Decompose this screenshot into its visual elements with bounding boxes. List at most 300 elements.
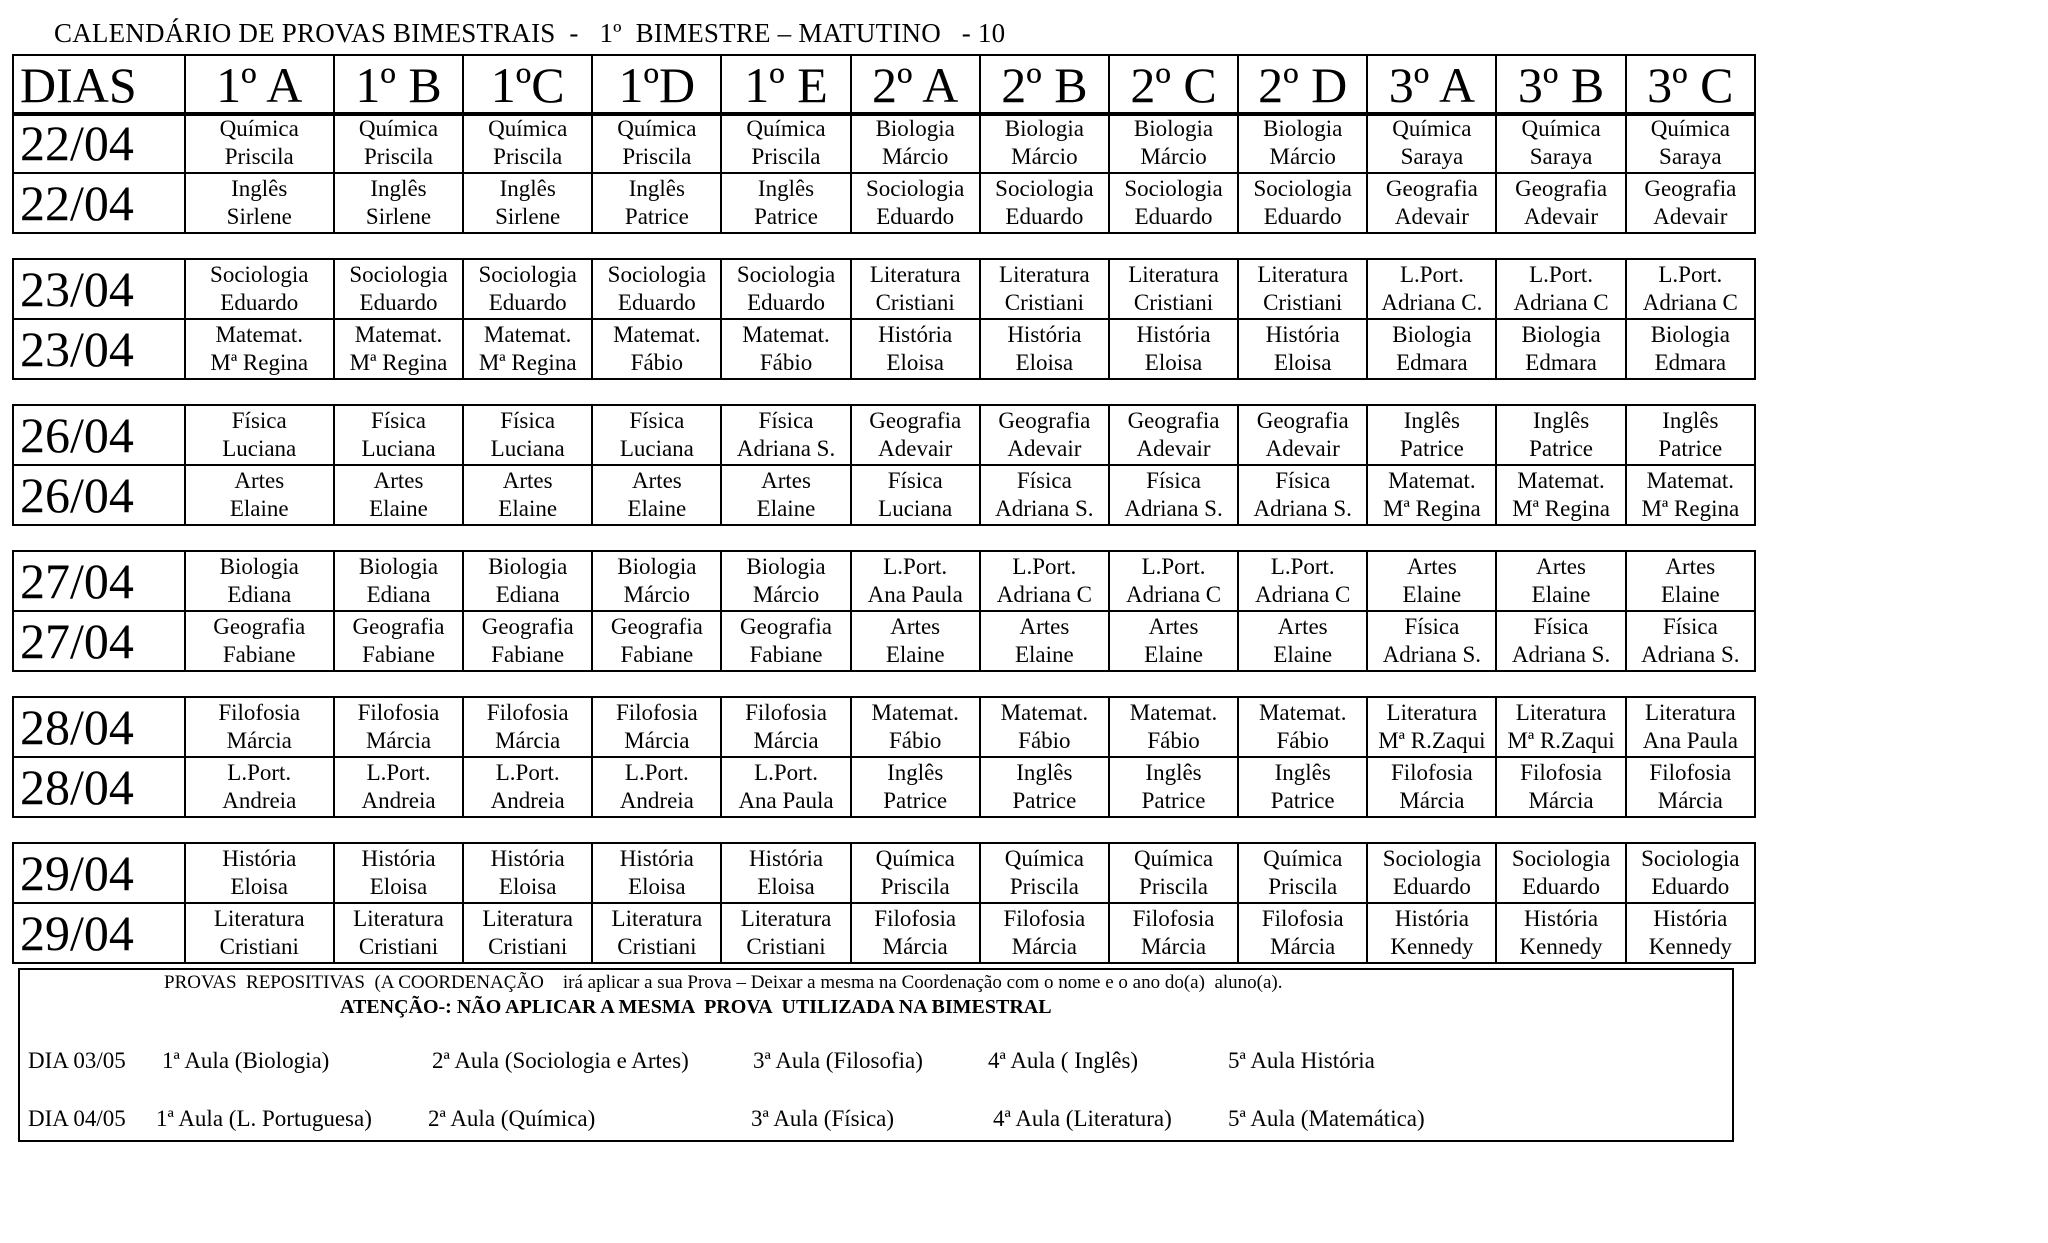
exam-cell <box>1109 319 1238 379</box>
teacher-label: Ana Paula <box>867 582 963 607</box>
exam-cell <box>1367 113 1496 173</box>
class-header: 1º E <box>721 55 850 115</box>
teacher-label: Saraya <box>1659 144 1722 169</box>
subject-label: História <box>1653 906 1728 931</box>
date-block <box>12 550 1756 672</box>
subject-label: Geografia <box>1256 408 1349 433</box>
exam-cell <box>1367 843 1496 903</box>
exam-cell <box>1367 697 1496 757</box>
subject-label: Artes <box>373 468 424 493</box>
subject-label: Biologia <box>746 554 826 579</box>
subject-label: Sociologia <box>736 262 836 287</box>
teacher-label: Edmara <box>1654 350 1727 375</box>
teacher-label: Priscila <box>224 144 294 169</box>
teacher-label: Patrice <box>1399 436 1464 461</box>
subject-label: Artes <box>1019 614 1070 639</box>
teacher-label: Patrice <box>1141 788 1206 813</box>
exam-cell <box>185 757 334 817</box>
exam-cell <box>463 405 592 465</box>
exam-cell <box>185 465 334 525</box>
teacher-label: Eloisa <box>498 874 557 899</box>
teacher-label: Ediana <box>495 582 560 607</box>
exam-cell <box>1496 405 1625 465</box>
subject-label: Geografia <box>481 614 574 639</box>
schedule-row <box>13 465 1755 525</box>
subject-label: Artes <box>631 468 682 493</box>
teacher-label: Luciana <box>878 496 953 521</box>
exam-cell <box>1367 173 1496 233</box>
subject-label: Geografia <box>352 614 445 639</box>
exam-cell <box>980 611 1109 671</box>
exam-cell <box>334 319 463 379</box>
teacher-label: Márcio <box>752 582 820 607</box>
exam-cell <box>1109 843 1238 903</box>
exam-cell <box>1109 903 1238 963</box>
teacher-label: Adriana S. <box>995 496 1094 521</box>
exam-cell <box>463 757 592 817</box>
teacher-label: Eduardo <box>1392 874 1471 899</box>
teacher-label: Kennedy <box>1648 934 1732 959</box>
teacher-label: Márcia <box>1528 788 1594 813</box>
subject-label: Artes <box>761 468 811 493</box>
exam-cell <box>980 757 1109 817</box>
date-cell: 29/04 <box>13 843 185 903</box>
makeup-aula: 2ª Aula (Sociologia e Artes) <box>432 1048 689 1073</box>
teacher-label: Eduardo <box>488 290 567 315</box>
subject-label: Sociologia <box>866 176 965 201</box>
teacher-label: Eduardo <box>747 290 825 315</box>
exam-cell <box>1367 319 1496 379</box>
teacher-label: Adriana C <box>1255 582 1351 607</box>
teacher-label: Adriana C <box>1642 290 1738 315</box>
subject-label: Física <box>758 408 814 433</box>
exam-cell <box>592 757 721 817</box>
teacher-label: Eduardo <box>1522 874 1601 899</box>
subject-label: Matemat. <box>613 322 701 347</box>
exam-cell <box>334 173 463 233</box>
exam-cell <box>1367 757 1496 817</box>
subject-label: Biologia <box>1004 116 1084 141</box>
subject-label: Sociologia <box>995 176 1094 201</box>
teacher-label: Elaine <box>627 496 687 521</box>
teacher-label: Márcio <box>623 582 691 607</box>
date-cell: 26/04 <box>13 465 185 525</box>
schedule-row <box>13 903 1755 963</box>
exam-cell <box>1626 113 1755 173</box>
exam-cell <box>463 465 592 525</box>
teacher-label: Elaine <box>756 496 816 521</box>
teacher-label: Luciana <box>361 436 436 461</box>
teacher-label: Adriana S. <box>1511 642 1611 667</box>
date-cell: 26/04 <box>13 405 185 465</box>
exam-cell <box>1109 757 1238 817</box>
subject-label: Geografia <box>610 614 703 639</box>
subject-label: Química <box>1133 846 1214 871</box>
subject-label: Matemat. <box>1517 468 1605 493</box>
subject-label: Física <box>1404 614 1460 639</box>
teacher-label: Cristiani <box>1133 290 1214 315</box>
subject-label: Geografia <box>1385 176 1478 201</box>
exam-cell <box>185 551 334 611</box>
schedule-row <box>13 405 1755 465</box>
teacher-label: Márcio <box>1011 144 1078 169</box>
teacher-label: Fábio <box>1147 728 1200 753</box>
teacher-label: Ana Paula <box>1642 728 1738 753</box>
exam-cell <box>334 757 463 817</box>
exam-cell <box>185 697 334 757</box>
exam-cell <box>721 173 850 233</box>
teacher-label: Ana Paula <box>738 788 834 813</box>
teacher-label: Kennedy <box>1390 934 1474 959</box>
makeup-day: DIA 04/05 <box>28 1106 126 1131</box>
subject-label: Biologia <box>1263 116 1343 141</box>
exam-cell <box>592 465 721 525</box>
subject-label: L.Port. <box>495 760 560 785</box>
exam-cell <box>334 843 463 903</box>
teacher-label: Eduardo <box>359 290 438 315</box>
exam-cell <box>463 611 592 671</box>
teacher-label: Adriana S. <box>1124 496 1223 521</box>
teacher-label: Patrice <box>883 788 948 813</box>
exam-cell <box>721 465 850 525</box>
teacher-label: Patrice <box>754 204 818 229</box>
subject-label: Física <box>1533 614 1589 639</box>
exam-cell <box>1238 259 1367 319</box>
subject-label: L.Port. <box>754 760 818 785</box>
subject-label: Literatura <box>353 906 444 931</box>
subject-label: Química <box>358 116 439 141</box>
subject-label: Geografia <box>869 408 962 433</box>
makeup-aula: 5ª Aula História <box>1228 1048 1375 1073</box>
subject-label: Inglês <box>1016 760 1073 785</box>
teacher-label: Luciana <box>222 436 297 461</box>
subject-label: Geografia <box>1644 176 1737 201</box>
subject-label: Inglês <box>1662 408 1719 433</box>
teacher-label: Andreia <box>222 788 297 813</box>
teacher-label: Cristiani <box>488 934 568 959</box>
teacher-label: Fábio <box>1276 728 1329 753</box>
subject-label: Biologia <box>1133 116 1214 141</box>
class-header: 3º B <box>1496 55 1625 115</box>
class-header: 1ºC <box>463 55 592 115</box>
teacher-label: Eduardo <box>1651 874 1730 899</box>
exam-cell <box>1626 551 1755 611</box>
teacher-label: Mª Regina <box>478 350 577 375</box>
subject-label: Química <box>1004 846 1084 871</box>
exam-cell <box>592 551 721 611</box>
teacher-label: Mª Regina <box>349 350 448 375</box>
teacher-label: Saraya <box>1529 144 1593 169</box>
teacher-label: Márcia <box>365 728 432 753</box>
teacher-label: Eduardo <box>876 204 955 229</box>
teacher-label: Adriana C <box>1513 290 1609 315</box>
date-block <box>12 112 1756 234</box>
subject-label: L.Port. <box>227 760 292 785</box>
exam-cell <box>185 611 334 671</box>
teacher-label: Cristiani <box>617 934 697 959</box>
teacher-label: Adriana S. <box>736 436 836 461</box>
teacher-label: Mª Regina <box>1512 496 1610 521</box>
exam-cell <box>1496 611 1625 671</box>
teacher-label: Fabiane <box>620 642 694 667</box>
teacher-label: Priscila <box>1139 874 1209 899</box>
exam-cell <box>1367 465 1496 525</box>
subject-label: Matemat. <box>483 322 572 347</box>
subject-label: Geografia <box>740 614 832 639</box>
subject-label: Filofosia <box>1003 906 1086 931</box>
subject-label: Inglês <box>499 176 556 201</box>
exam-cell <box>1626 465 1755 525</box>
teacher-label: Sirlene <box>365 204 432 229</box>
exam-cell <box>721 319 850 379</box>
exam-cell <box>1367 903 1496 963</box>
exam-cell <box>592 173 721 233</box>
teacher-label: Márcio <box>881 144 949 169</box>
teacher-label: Adriana S. <box>1253 496 1352 521</box>
teacher-label: Patrice <box>1270 788 1335 813</box>
subject-label: Literatura <box>1515 700 1607 725</box>
exam-cell <box>851 405 980 465</box>
date-cell: 28/04 <box>13 757 185 817</box>
teacher-label: Ediana <box>366 582 431 607</box>
teacher-label: Adevair <box>878 436 953 461</box>
teacher-label: Eduardo <box>1263 204 1342 229</box>
subject-label: Química <box>488 116 568 141</box>
exam-cell <box>980 903 1109 963</box>
teacher-label: Eloisa <box>886 350 944 375</box>
teacher-label: Elaine <box>1273 642 1333 667</box>
teacher-label: Adevair <box>1136 436 1211 461</box>
subject-label: Artes <box>1536 554 1586 579</box>
exam-cell <box>1496 757 1625 817</box>
subject-label: Inglês <box>1274 760 1331 785</box>
subject-label: Biologia <box>875 116 955 141</box>
date-cell: 23/04 <box>13 319 185 379</box>
teacher-label: Elaine <box>1144 642 1203 667</box>
exam-cell <box>1238 611 1367 671</box>
date-cell: 27/04 <box>13 551 185 611</box>
exam-cell <box>721 405 850 465</box>
exam-cell <box>721 903 850 963</box>
subject-label: Física <box>1146 468 1202 493</box>
exam-cell <box>1238 113 1367 173</box>
exam-cell <box>721 757 850 817</box>
exam-cell <box>980 319 1109 379</box>
exam-cell <box>980 259 1109 319</box>
exam-cell <box>334 903 463 963</box>
subject-label: Literatura <box>869 262 961 287</box>
subject-label: Inglês <box>887 760 944 785</box>
exam-cell <box>1626 697 1755 757</box>
subject-label: Química <box>219 116 299 141</box>
class-header: 1ºD <box>592 55 721 115</box>
teacher-label: Márcia <box>1657 788 1723 813</box>
exam-cell <box>334 611 463 671</box>
exam-cell <box>185 259 334 319</box>
teacher-label: Eloisa <box>230 874 288 899</box>
subject-label: Literatura <box>1257 262 1349 287</box>
schedule-row <box>13 551 1755 611</box>
subject-label: Física <box>371 408 426 433</box>
subject-label: Sociologia <box>478 262 577 287</box>
subject-label: Inglês <box>370 176 427 201</box>
schedule-row <box>13 697 1755 757</box>
exam-cell <box>1109 405 1238 465</box>
exam-cell <box>1109 259 1238 319</box>
makeup-aula: 4ª Aula ( Inglês) <box>988 1048 1139 1073</box>
subject-label: Sociologia <box>1641 846 1740 871</box>
subject-label: Literatura <box>482 906 574 931</box>
exam-cell <box>721 551 850 611</box>
subject-label: Artes <box>234 468 285 493</box>
subject-label: Sociologia <box>210 262 309 287</box>
subject-label: Biologia <box>1650 322 1730 347</box>
subject-label: Filofosia <box>1649 760 1732 785</box>
subject-label: Inglês <box>628 176 685 201</box>
schedule-row <box>13 113 1755 173</box>
exam-cell <box>851 319 980 379</box>
subject-label: Química <box>1521 116 1601 141</box>
subject-label: História <box>361 846 436 871</box>
exam-cell <box>721 259 850 319</box>
subject-label: Biologia <box>1521 322 1601 347</box>
subject-label: L.Port. <box>366 760 431 785</box>
date-cell: 28/04 <box>13 697 185 757</box>
exam-cell <box>592 611 721 671</box>
note-warning: ATENÇÃO-: NÃO APLICAR A MESMA PROVA UTILIZADA NA BIMESTRAL <box>340 996 1052 1018</box>
subject-label: História <box>222 846 297 871</box>
teacher-label: Patrice <box>1012 788 1077 813</box>
subject-label: Física <box>887 468 943 493</box>
exam-cell <box>1109 465 1238 525</box>
exam-cell <box>851 173 980 233</box>
subject-label: Filofosia <box>1520 760 1602 785</box>
teacher-label: Eloisa <box>369 874 428 899</box>
teacher-label: Fabiane <box>491 642 565 667</box>
exam-cell <box>1367 259 1496 319</box>
exam-cell <box>1496 843 1625 903</box>
subject-label: Química <box>875 846 955 871</box>
subject-label: Sociologia <box>1511 846 1611 871</box>
teacher-label: Patrice <box>624 204 689 229</box>
subject-label: Sociologia <box>349 262 448 287</box>
subject-label: Artes <box>1148 614 1199 639</box>
exam-cell <box>463 903 592 963</box>
subject-label: Artes <box>1277 614 1328 639</box>
exam-cell <box>851 757 980 817</box>
subject-label: Matemat. <box>1000 700 1089 725</box>
teacher-label: Cristiani <box>219 934 299 959</box>
exam-cell <box>592 843 721 903</box>
subject-label: História <box>490 846 565 871</box>
teacher-label: Eduardo <box>1005 204 1084 229</box>
exam-cell <box>592 113 721 173</box>
exam-cell <box>463 259 592 319</box>
subject-label: Geografia <box>1515 176 1608 201</box>
teacher-label: Elaine <box>1014 642 1074 667</box>
exam-cell <box>185 113 334 173</box>
exam-cell <box>592 903 721 963</box>
teacher-label: Adriana C. <box>1381 290 1483 315</box>
subject-label: Filofosia <box>1132 906 1215 931</box>
subject-label: Biologia <box>219 554 299 579</box>
exam-cell <box>463 319 592 379</box>
teacher-label: Márcia <box>882 934 948 959</box>
subject-label: Filofosia <box>357 700 440 725</box>
class-header: 2º B <box>980 55 1109 115</box>
teacher-label: Mª R.Zaqui <box>1507 728 1615 753</box>
subject-label: L.Port. <box>1399 262 1464 287</box>
subject-label: Matemat. <box>354 322 443 347</box>
teacher-label: Adriana C <box>1125 582 1222 607</box>
subject-label: Matemat. <box>871 700 959 725</box>
subject-label: Artes <box>502 468 553 493</box>
subject-label: L.Port. <box>1141 554 1206 579</box>
teacher-label: Saraya <box>1400 144 1464 169</box>
subject-label: Matemat. <box>742 322 830 347</box>
teacher-label: Mª R.Zaqui <box>1378 728 1486 753</box>
teacher-label: Patrice <box>1529 436 1593 461</box>
exam-cell <box>1626 757 1755 817</box>
makeup-aula: 5ª Aula (Matemática) <box>1228 1106 1425 1131</box>
exam-cell <box>980 113 1109 173</box>
subject-label: L.Port. <box>1529 262 1593 287</box>
teacher-label: Eduardo <box>220 290 299 315</box>
exam-cell <box>1109 113 1238 173</box>
subject-label: Matemat. <box>1129 700 1218 725</box>
makeup-aula: 3ª Aula (Física) <box>751 1106 895 1131</box>
subject-label: L.Port. <box>1012 554 1077 579</box>
subject-label: Matemat. <box>1646 468 1735 493</box>
subject-label: História <box>1136 322 1211 347</box>
exam-cell <box>592 319 721 379</box>
exam-cell <box>1367 551 1496 611</box>
exam-cell <box>1626 843 1755 903</box>
teacher-label: Kennedy <box>1519 934 1603 959</box>
subject-label: Química <box>746 116 826 141</box>
class-header: 2º D <box>1238 55 1367 115</box>
subject-label: Inglês <box>1532 408 1590 433</box>
teacher-label: Mª Regina <box>1641 496 1740 521</box>
exam-cell <box>592 405 721 465</box>
teacher-label: Cristiani <box>358 934 439 959</box>
exam-cell <box>851 113 980 173</box>
exam-cell <box>980 405 1109 465</box>
teacher-label: Adriana S. <box>1641 642 1740 667</box>
exam-cell <box>1626 903 1755 963</box>
teacher-label: Priscila <box>1009 874 1079 899</box>
teacher-label: Ediana <box>227 582 292 607</box>
makeup-aula: 3ª Aula (Filosofia) <box>753 1048 923 1073</box>
subject-label: Filofosia <box>218 700 301 725</box>
teacher-label: Luciana <box>619 436 694 461</box>
exam-cell <box>1626 259 1755 319</box>
exam-cell <box>1238 319 1367 379</box>
subject-label: Física <box>1275 468 1331 493</box>
subject-label: L.Port. <box>883 554 948 579</box>
teacher-label: Priscila <box>622 144 692 169</box>
date-cell: 23/04 <box>13 259 185 319</box>
teacher-label: Eloisa <box>757 874 815 899</box>
subject-label: Biologia <box>617 554 697 579</box>
teacher-label: Eloisa <box>1144 350 1203 375</box>
exam-cell <box>980 465 1109 525</box>
teacher-label: Adevair <box>1524 204 1599 229</box>
subject-label: Física <box>1016 468 1072 493</box>
teacher-label: Sirlene <box>495 204 561 229</box>
header-table <box>12 54 1756 116</box>
exam-cell <box>1109 611 1238 671</box>
